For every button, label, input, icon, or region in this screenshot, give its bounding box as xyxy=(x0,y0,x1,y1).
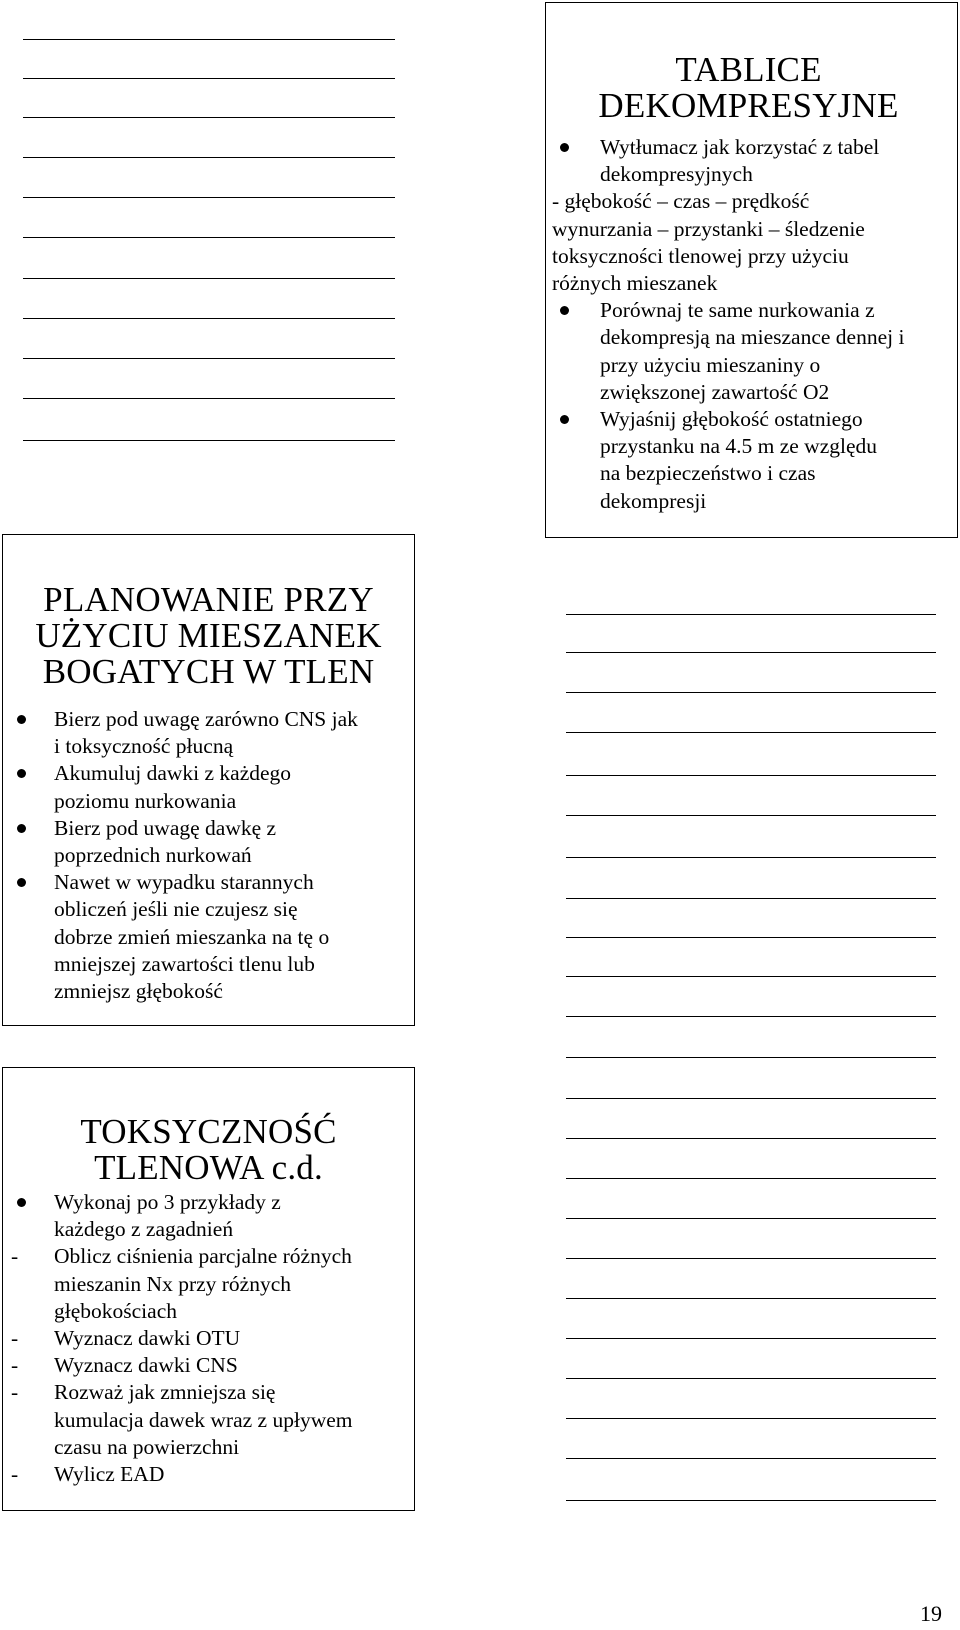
bullet-list xyxy=(3,706,414,1005)
note-line xyxy=(566,1098,936,1099)
note-line xyxy=(566,1458,936,1459)
list-item xyxy=(546,297,957,406)
dash-marker: - xyxy=(11,1353,19,1378)
list-item xyxy=(546,134,957,188)
note-line xyxy=(566,692,936,693)
list-item-line: dekompresją na mieszance dennej i xyxy=(600,325,905,350)
dash-marker: - xyxy=(11,1380,19,1405)
list-item-line: przy użyciu mieszaniny o xyxy=(600,352,821,377)
slide-planning-nitrox xyxy=(2,534,415,1026)
note-line xyxy=(566,1178,936,1179)
note-line xyxy=(566,732,936,733)
list-item xyxy=(3,706,414,760)
dash-marker: - xyxy=(11,1462,19,1487)
list-item-line: Bierz pod uwagę zarówno CNS jak xyxy=(54,707,358,731)
note-line xyxy=(566,1338,936,1339)
list-item-line: Wyjaśnij głębokość ostatniego xyxy=(600,407,863,432)
slide-title-line: UŻYCIU MIESZANEK xyxy=(35,616,382,655)
list-item-line: czasu na powierzchni xyxy=(54,1434,240,1459)
list-item-line: poziomu nurkowania xyxy=(54,788,237,813)
note-line xyxy=(566,1218,936,1219)
note-line xyxy=(566,775,936,776)
slide-title xyxy=(3,582,414,690)
list-item-line: wynurzania – przystanki – śledzenie xyxy=(552,216,865,241)
slide-decompression-tables xyxy=(545,2,958,538)
list-item xyxy=(3,1325,414,1352)
list-item xyxy=(546,188,957,297)
list-item-line: zmniejsz głębokość xyxy=(54,979,223,1004)
list-item xyxy=(546,406,957,515)
list-item-line: Akumuluj dawki z każdego xyxy=(54,761,292,786)
list-item-line: Wylicz EAD xyxy=(54,1462,165,1487)
bullet-list xyxy=(3,1189,414,1488)
list-item xyxy=(3,1352,414,1379)
slide-title-line: BOGATYCH W TLEN xyxy=(42,652,375,691)
list-item-line: - głębokość – czas – prędkość xyxy=(552,189,810,214)
note-line xyxy=(566,1016,936,1017)
list-item-line: Rozważ jak zmniejsza się xyxy=(54,1380,276,1405)
note-line xyxy=(566,1057,936,1058)
list-item xyxy=(3,1189,414,1243)
list-item xyxy=(3,815,414,869)
dash-marker: - xyxy=(11,1326,19,1351)
list-item xyxy=(3,1379,414,1461)
list-item-line: Wyznacz dawki CNS xyxy=(54,1353,238,1378)
dash-marker: - xyxy=(11,1244,19,1269)
bullet-list xyxy=(546,134,957,515)
note-line xyxy=(566,1500,936,1501)
list-item-line: na bezpieczeństwo i czas xyxy=(600,461,816,486)
slide-title-line: DEKOMPRESYJNE xyxy=(598,86,899,125)
list-item-line: przystanku na 4.5 m ze względu xyxy=(600,434,878,459)
note-line xyxy=(566,1378,936,1379)
list-item-line: poprzednich nurkowań xyxy=(54,843,252,868)
slide-title-line: TLENOWA c.d. xyxy=(94,1148,323,1187)
note-line xyxy=(566,652,936,653)
page-number: 19 xyxy=(920,1601,942,1626)
note-line xyxy=(566,1258,936,1259)
list-item xyxy=(3,1243,414,1325)
list-item-line: Porównaj te same nurkowania z xyxy=(600,298,875,323)
note-line xyxy=(566,857,936,858)
list-item-line: różnych mieszanek xyxy=(552,271,718,296)
note-line xyxy=(566,1418,936,1419)
list-item-line: toksyczności tlenowej przy użyciu xyxy=(552,243,849,268)
list-item-line: głębokościach xyxy=(54,1298,177,1323)
note-line xyxy=(566,976,936,977)
list-item-line: obliczeń jeśli nie czujesz się xyxy=(54,897,298,922)
note-line xyxy=(566,815,936,816)
slide-title-line: TOKSYCZNOŚĆ xyxy=(80,1112,337,1151)
slide-title xyxy=(3,1114,414,1186)
list-item-line: Wytłumacz jak korzystać z tabel xyxy=(600,135,880,159)
list-item-line: Oblicz ciśnienia parcjalne różnych xyxy=(54,1244,352,1269)
note-line xyxy=(566,1298,936,1299)
list-item-line: Bierz pod uwagę dawkę z xyxy=(54,815,277,840)
list-item-line: zwiększonej zawartość O2 xyxy=(600,379,830,404)
slide-title-line: TABLICE xyxy=(675,50,822,89)
note-line xyxy=(566,937,936,938)
list-item-line: każdego z zagadnień xyxy=(54,1217,234,1242)
slide-oxygen-toxicity xyxy=(2,1067,415,1511)
list-item-line: mniejszej zawartości tlenu lub xyxy=(54,951,315,976)
list-item xyxy=(3,869,414,1005)
list-item-line: dekompresyjnych xyxy=(600,162,753,187)
slide-title-line: PLANOWANIE PRZY xyxy=(43,580,374,619)
list-item-line: Wyznacz dawki OTU xyxy=(54,1326,241,1351)
slide-title xyxy=(540,52,957,124)
list-item-line: dekompresji xyxy=(600,488,707,513)
note-line xyxy=(566,614,936,615)
list-item-line: i toksyczność płucną xyxy=(54,734,234,759)
list-item-line: mieszanin Nx przy różnych xyxy=(54,1271,292,1296)
list-item-line: kumulacja dawek wraz z upływem xyxy=(54,1407,353,1432)
list-item-line: Wykonaj po 3 przykłady z xyxy=(54,1190,281,1214)
list-item-line: dobrze zmień mieszanka na tę o xyxy=(54,924,330,949)
note-line xyxy=(566,898,936,899)
list-item xyxy=(3,760,414,814)
list-item-line: Nawet w wypadku starannych xyxy=(54,870,314,895)
list-item xyxy=(3,1461,414,1488)
note-line xyxy=(566,1138,936,1139)
